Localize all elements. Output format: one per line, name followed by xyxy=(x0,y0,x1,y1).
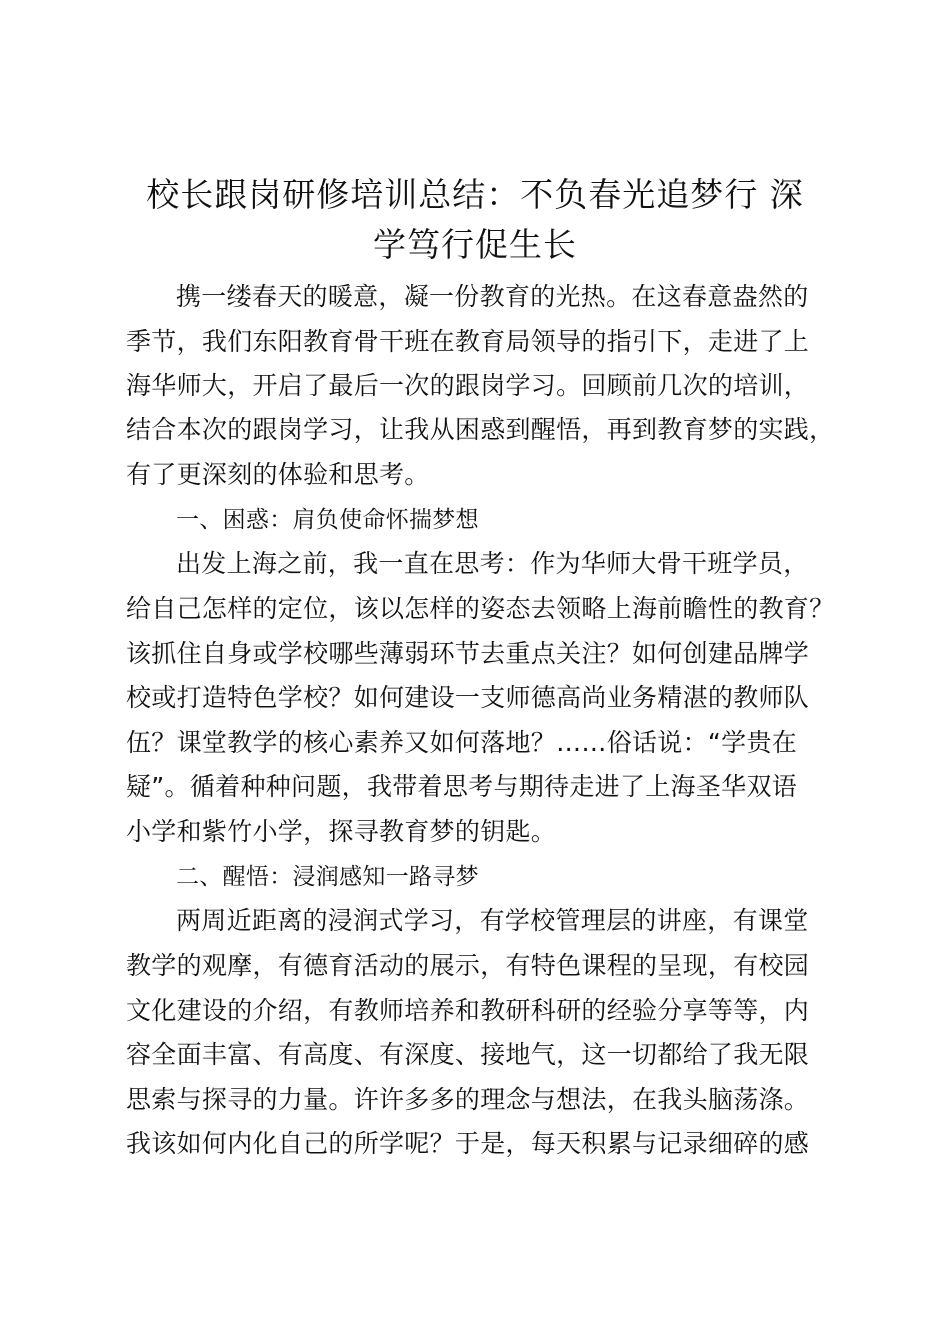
paragraph-line: 海华师大，开启了最后一次的跟岗学习。回顾前几次的培训， xyxy=(126,371,810,400)
paragraph-line: 携一缕春天的暖意，凝一份教育的光热。在这春意盎然的 xyxy=(176,282,809,311)
title-line-1: 校长跟岗研修培训总结：不负春光追梦行 深 xyxy=(146,175,804,214)
paragraph-line: 思索与探寻的力量。许许多多的理念与想法，在我头脑荡涤。 xyxy=(126,1085,810,1114)
section-heading-1: 一、困惑：肩负使命怀揣梦想 xyxy=(176,507,479,533)
paragraph-line: 伍？课堂教学的核心素养又如何落地？……俗话说：“学贵在 xyxy=(126,728,798,757)
paragraph-line: 季节，我们东阳教育骨干班在教育局领导的指引下，走进了上 xyxy=(126,327,810,356)
paragraph-line: 容全面丰富、有高度、有深度、接地气，这一切都给了我无限 xyxy=(126,1040,810,1069)
paragraph-line: 出发上海之前，我一直在思考：作为华师大骨干班学员， xyxy=(176,549,809,578)
section-heading-2: 二、醒悟：浸润感知一路寻梦 xyxy=(176,864,479,890)
paragraph-line: 有了更深刻的体验和思考。 xyxy=(126,460,430,489)
paragraph-line: 给自己怎样的定位，该以怎样的姿态去领略上海前瞻性的教育？ xyxy=(126,594,835,623)
paragraph-line: 小学和紫竹小学，探寻教育梦的钥匙。 xyxy=(126,817,557,846)
paragraph-line: 该抓住自身或学校哪些薄弱环节去重点关注？如何创建品牌学 xyxy=(126,639,810,668)
paragraph-line: 我该如何内化自己的所学呢？于是，每天积累与记录细碎的感 xyxy=(126,1129,810,1158)
paragraph-line: 文化建设的介绍，有教师培养和教研科研的经验分享等等，内 xyxy=(126,996,810,1025)
paragraph-line: 结合本次的跟岗学习，让我从困惑到醒悟，再到教育梦的实践， xyxy=(126,415,835,444)
paragraph-line: 两周近距离的浸润式学习，有学校管理层的讲座，有课堂 xyxy=(176,906,809,935)
title-line-2: 学笃行促生长 xyxy=(373,225,577,264)
paragraph-line: 校或打造特色学校？如何建设一支师德高尚业务精湛的教师队 xyxy=(126,683,810,712)
paragraph-line: 教学的观摩，有德育活动的展示，有特色课程的呈现，有校园 xyxy=(126,951,810,980)
paragraph-line: 疑”。循着种种问题，我带着思考与期待走进了上海圣华双语 xyxy=(126,772,798,801)
document-title xyxy=(120,170,830,270)
